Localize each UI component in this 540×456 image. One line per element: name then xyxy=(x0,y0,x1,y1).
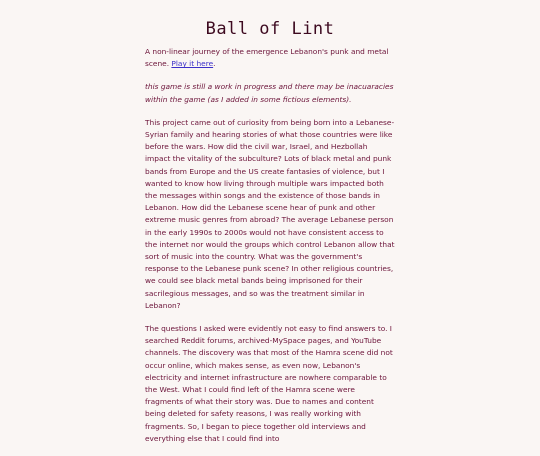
article-body xyxy=(145,46,395,456)
disclaimer-note: this game is still a work in progress and there may be inacuaracies within the game (as I added in some fictious elements). xyxy=(145,82,394,104)
body-paragraph-1: This project came out of curiosity from being born into a Lebanese-Syrian family and hearing stories of what those countries were like before the wars. How did the civil war, Israel, and Hezbollah impact the vitality of the subculture? Lots of black metal and punk bands from Europe and the US create fantasies of violence, but I wanted to know how living through multiple wars impacted both the messages within songs and the existence of those bands in Lebanon. How did the Lebanese scene hear of punk and other extreme music genres from abroad? The average Lebanese person in the early 1990s to 2000s would not have consistent access to the internet nor would the groups which control Lebanon allow that sort of music into the country. What was the government's response to the Lebanese punk scene? In other religious countries, we could see black metal bands being imprisoned for their sacrilegious messages, and so was the treatment similar in Lebanon? xyxy=(145,117,395,310)
body-paragraph-2: The questions I asked were evidently not easy to find answers to. I searched Reddit forums, archived-MySpace pages, and YouTube channels. The discovery was that most of the Hamra scene did not occur online, which makes sense, as even now, Lebanon's electricity and internet infrastructure are nowhere comparable to the West. What I could find left of the Hamra scene were fragments of what their story was. Due to names and content being deleted for safety reasons, I was really working with fragments. So, I began to piece together old interviews and everything else that I could find into xyxy=(145,324,393,443)
intro-text: A non-linear journey of the emergence Lebanon's punk and metal scene. xyxy=(145,47,389,69)
intro-paragraph xyxy=(145,46,395,70)
play-link[interactable]: Play it here xyxy=(171,59,214,69)
page-title: Ball of Lint xyxy=(205,19,335,39)
intro-after-link: . xyxy=(213,59,216,69)
